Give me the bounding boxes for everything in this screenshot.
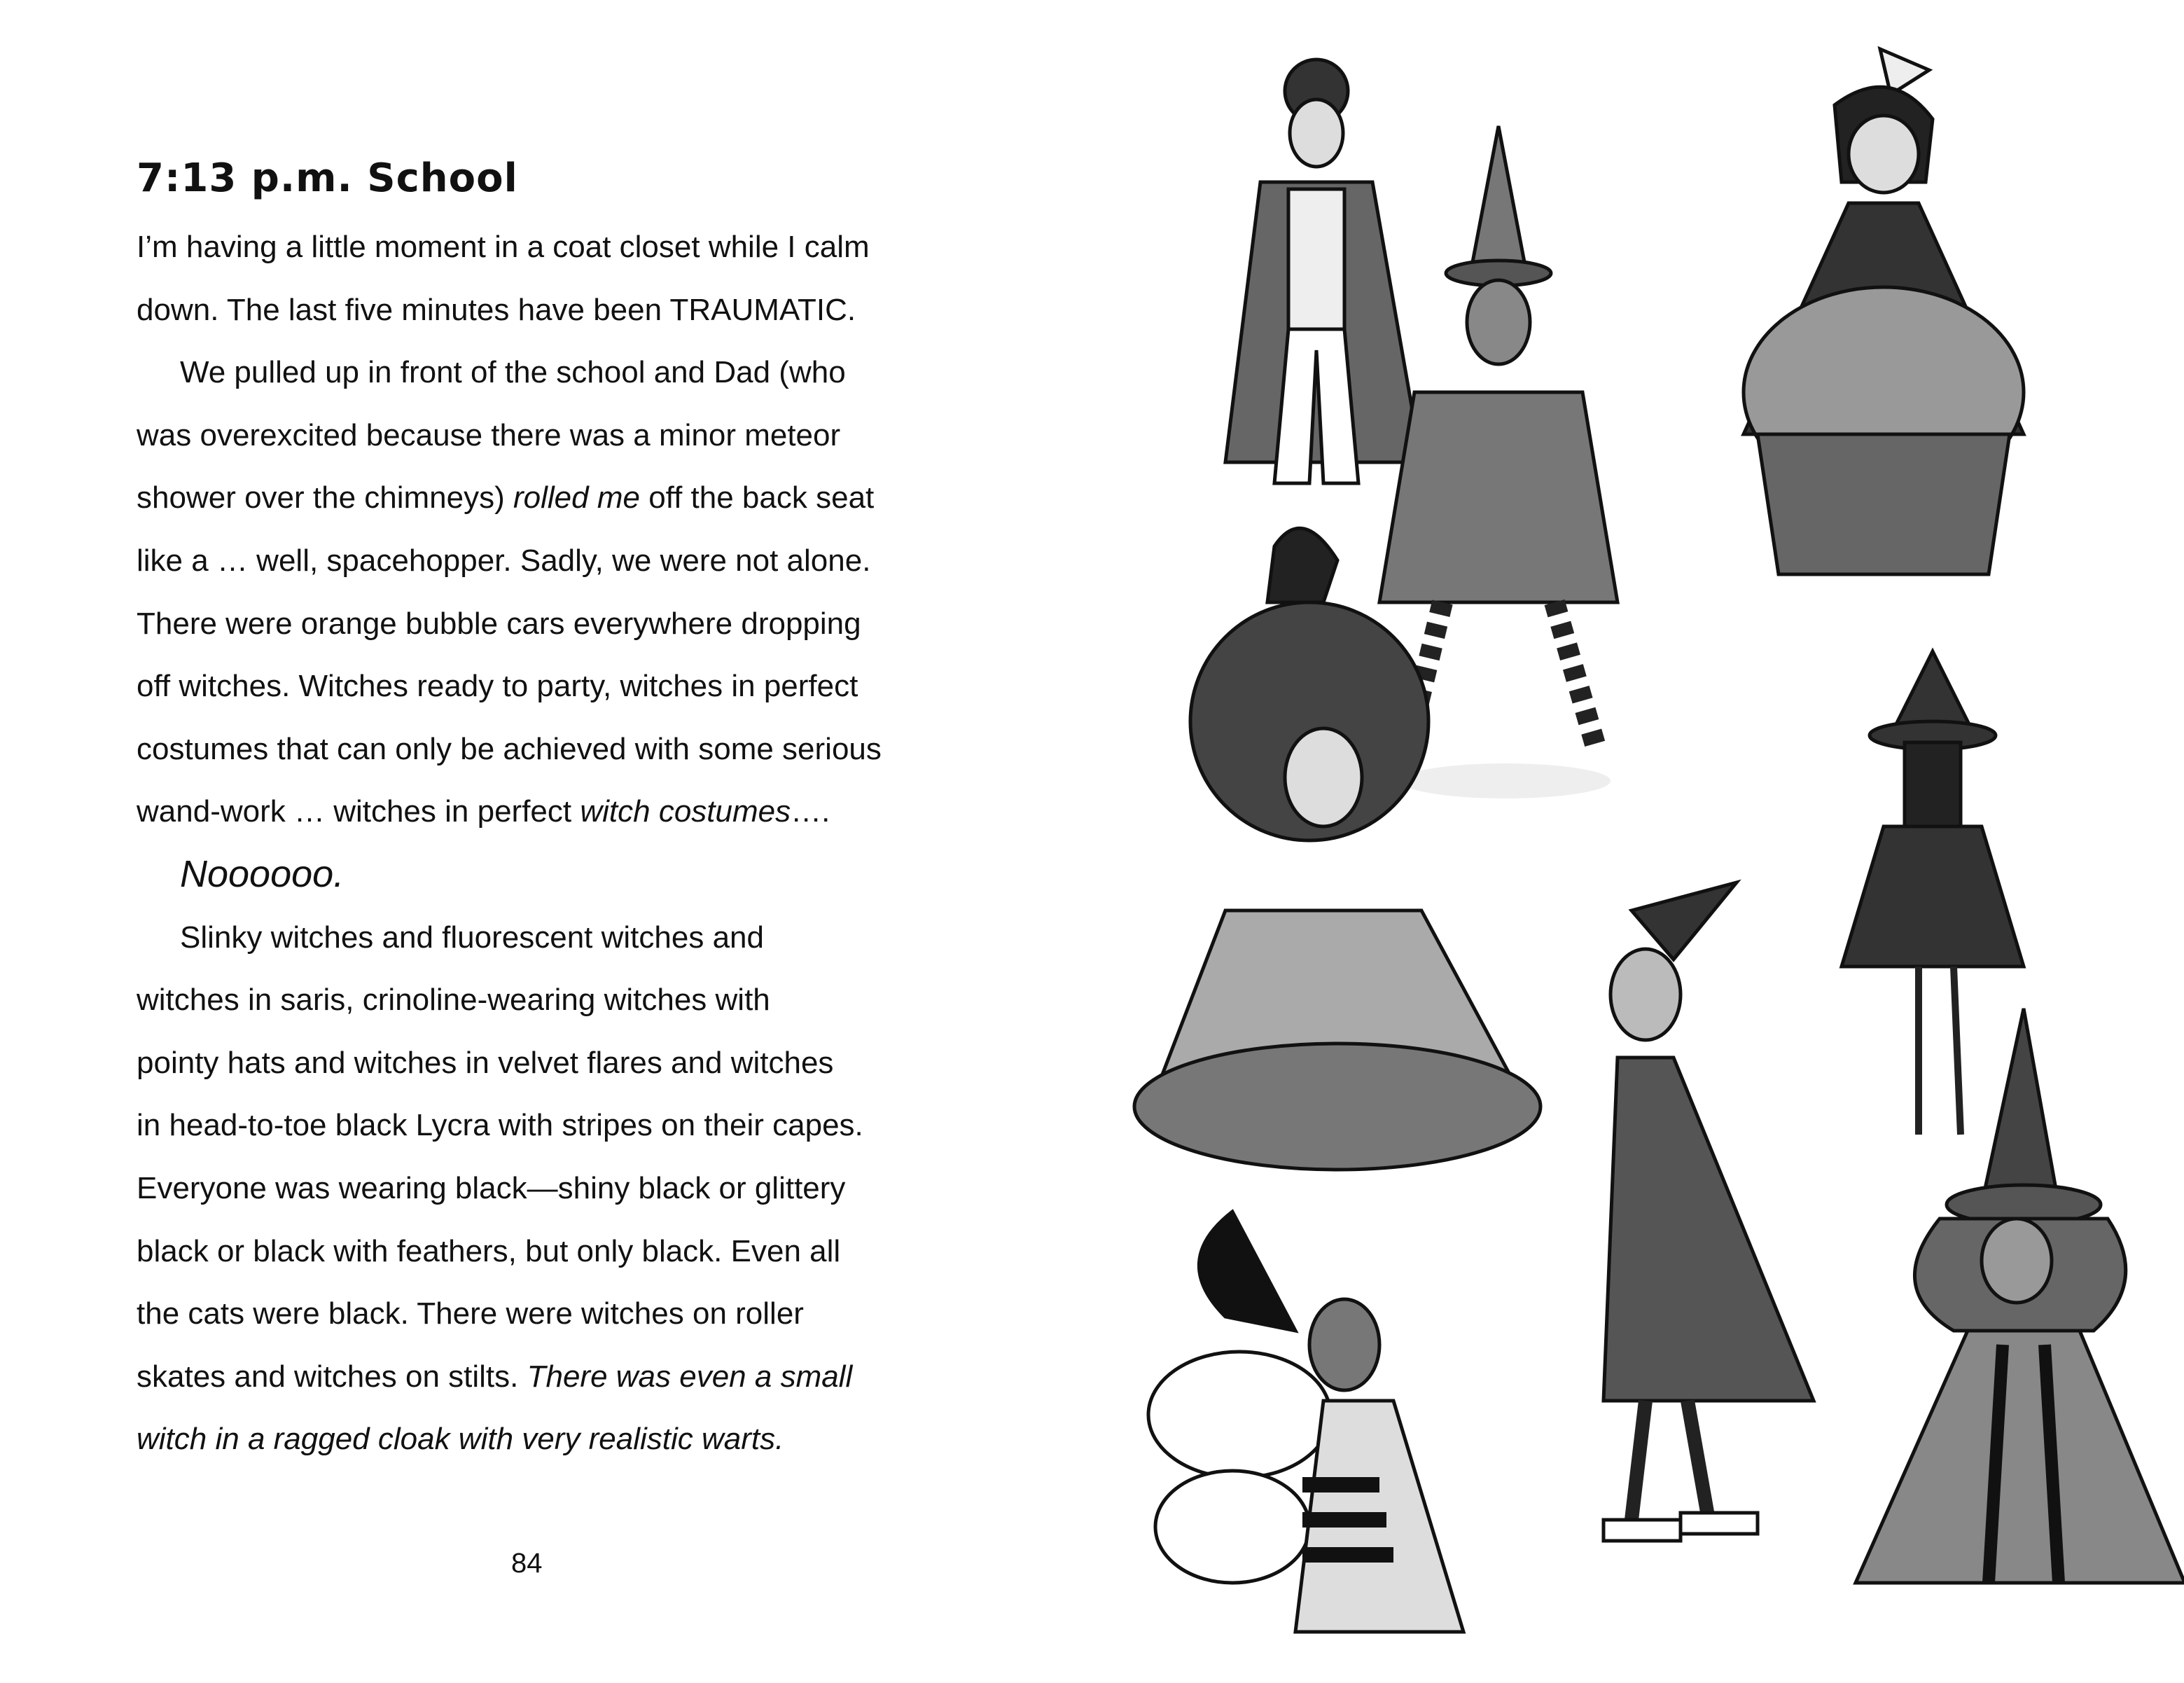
text-segment: off the back seat xyxy=(639,480,875,515)
text-line xyxy=(137,1157,977,1220)
text-line xyxy=(137,843,977,906)
witch-figure-roller-skates xyxy=(1604,882,1814,1541)
text-line xyxy=(137,593,977,656)
italic-text: rolled me xyxy=(513,480,640,515)
text-line xyxy=(137,969,977,1032)
witch-figure-cat-dress xyxy=(1842,651,2024,1135)
text-segment: Slinky witches and fluorescent witches and xyxy=(180,920,764,955)
text-segment: shower over the chimneys) xyxy=(137,480,513,515)
text-line xyxy=(137,404,977,467)
text-segment: like a … well, spacehopper. Sadly, we were not alone. xyxy=(137,543,871,578)
text-segment: wand-work … witches in perfect xyxy=(137,794,580,829)
text-segment: There were orange bubble cars everywhere dropping xyxy=(137,606,861,641)
chapter-heading: 7:13 p.m. School xyxy=(137,155,518,201)
text-line xyxy=(137,1032,977,1095)
witch-figure-fairy-wings xyxy=(1148,1212,1463,1632)
witch-figure-curly-hair-man xyxy=(1225,60,1421,483)
text-segment: …. xyxy=(791,794,830,829)
text-segment: down. The last five minutes have been TRAUMATIC. xyxy=(137,292,856,327)
text-line xyxy=(137,529,977,593)
italic-text: witch in a ragged cloak with very realistic warts. xyxy=(137,1422,784,1457)
text-segment: off witches. Witches ready to party, witches in perfect xyxy=(137,669,858,704)
witch-figure-tall-hat xyxy=(1856,1009,2184,1583)
italic-text: There was even a small xyxy=(527,1359,853,1394)
italic-text: witch costumes xyxy=(580,794,791,829)
text-line xyxy=(137,466,977,529)
text-line xyxy=(137,216,977,279)
text-line xyxy=(137,279,977,342)
witch-figure-curly-hair-cat xyxy=(1134,528,1540,1170)
text-segment: We pulled up in front of the school and Dad (who xyxy=(180,355,846,390)
text-line xyxy=(137,1408,977,1471)
text-line xyxy=(137,655,977,718)
text-line xyxy=(137,1220,977,1283)
text-line xyxy=(137,780,977,843)
text-line xyxy=(137,341,977,404)
text-segment: costumes that can only be achieved with some serious xyxy=(137,731,882,766)
text-segment: the cats were black. There were witches on roller xyxy=(137,1296,804,1331)
text-line xyxy=(137,718,977,781)
text-line xyxy=(137,1094,977,1157)
page-number: 84 xyxy=(511,1548,543,1579)
text-segment: pointy hats and witches in velvet flares and witches xyxy=(137,1045,834,1080)
text-segment: witches in saris, crinoline-wearing witches with xyxy=(137,983,770,1018)
text-segment: I’m having a little moment in a coat closet while I calm xyxy=(137,230,870,264)
italic-text: Noooooo. xyxy=(180,852,345,895)
text-segment: black or black with feathers, but only black. Even all xyxy=(137,1233,841,1268)
text-segment: in head-to-toe black Lycra with stripes on their capes. xyxy=(137,1108,863,1143)
text-segment: Everyone was wearing black—shiny black or glittery xyxy=(137,1170,846,1205)
witch-figure-feather-dress xyxy=(1744,49,2024,574)
left-page xyxy=(0,0,1092,1679)
text-segment: skates and witches on stilts. xyxy=(137,1359,527,1394)
text-line xyxy=(137,906,977,969)
text-line xyxy=(137,1282,977,1345)
body-text xyxy=(137,216,977,1471)
witches-illustration xyxy=(1113,0,2184,1679)
text-line xyxy=(137,1345,977,1408)
text-segment: was overexcited because there was a minor meteor xyxy=(137,417,841,452)
